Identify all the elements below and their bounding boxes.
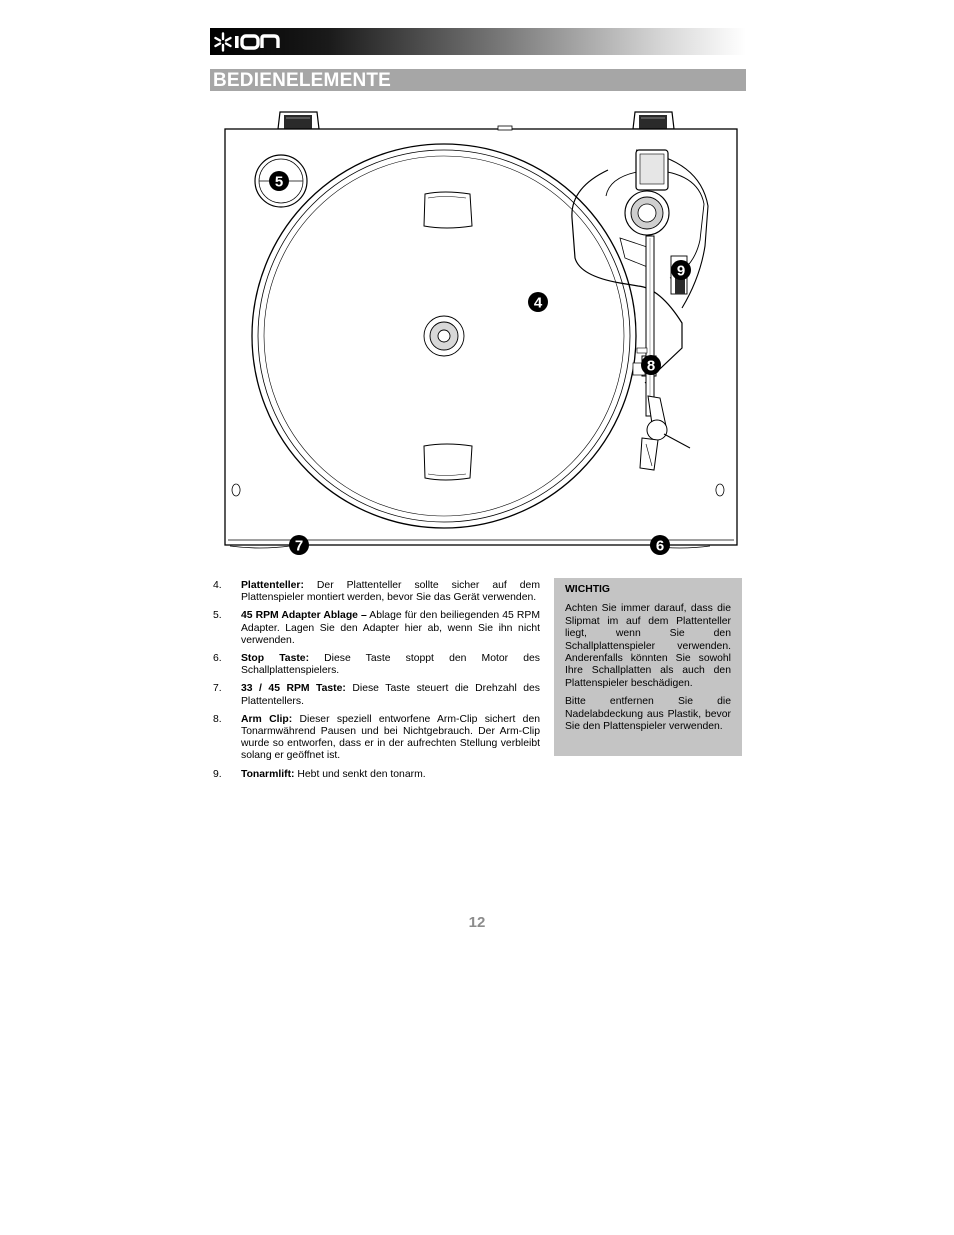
callout-7 [289,535,309,555]
list-item-6 [213,653,540,677]
platter [252,144,636,528]
list-item-5 [213,610,540,647]
callout-4 [528,292,548,312]
note-paragraph: Bitte entfernen Sie die Nadelabdeckung aus Plastik, bevor Sie den Plattenspieler verwenden. [565,696,731,733]
note-paragraph: Achten Sie immer darauf, dass die Slipmat im auf dem Plattenteller liegt, wenn Sie den Schallplattenspieler verwenden. Anderenfalls könnten Sie sowohl Ihre Schallplatten als auch den Plattenspieler beschädigen. [565,603,731,689]
callout-7-label: 7 [294,537,304,555]
item-text: Diese Taste steuert die Drehzahl des Plattentellers. [241,683,540,707]
item-text: Hebt und senkt den tonarm. [294,768,426,780]
item-label: Arm Clip: [241,713,293,725]
item-label: Stop Taste: [241,653,310,665]
ion-logo [214,30,284,53]
callout-6 [650,535,670,555]
list-item-9 [213,769,540,781]
callout-5-label: 5 [274,173,284,191]
callout-6-label: 6 [655,537,665,555]
item-label: Plattenteller: [241,580,304,591]
item-text: Diese Taste stoppt den Motor des Schallplattenspielers. [241,653,540,677]
list-item-7 [213,683,540,707]
section-title-bar [210,69,746,91]
item-number: 4. [213,580,222,591]
controls-list [213,580,540,787]
list-item-8 [213,714,540,763]
item-number: 5. [213,610,222,622]
page-number: 12 [468,914,486,931]
note-title: WICHTIG [565,584,611,595]
header-bar [210,28,746,55]
item-number: 6. [213,653,222,665]
section-title: BEDIENELEMENTE [213,70,392,91]
callout-5 [269,171,289,191]
callout-9-label: 9 [676,262,686,280]
item-label: 33 / 45 RPM Taste: [241,683,346,695]
item-label: Tonarmlift: [241,768,295,780]
callout-8-label: 8 [646,357,656,375]
item-text: Der Plattenteller sollte sicher auf dem Plattenspieler montiert werden, bevor Sie das Gerät verwenden. [241,580,540,604]
hinge-right [633,112,674,129]
item-text: Ablage für den beiliegenden 45 RPM Adapter. Lagen Sie den Adapter hier ab, wenn Sie ihn nicht verwenden. [241,610,540,646]
item-number: 9. [213,768,222,780]
item-label: 45 RPM Adapter Ablage – [241,610,367,622]
item-number: 7. [213,683,222,695]
callout-4-label: 4 [533,294,543,312]
callout-8 [641,355,661,375]
list-item-4 [213,580,540,604]
hinge-left [278,112,319,129]
turntable-diagram [220,108,742,558]
callout-9 [671,260,691,280]
item-text: Dieser speziell entworfene Arm-Clip sichert den Tonarmwährend Pausen und bei Nichtgebrauch. Der Arm-Clip wurde so entworfen, dass er in der aufrechten Stellung verbleibt solang er geöffnet ist. [241,713,540,762]
item-number: 8. [213,713,222,725]
important-note-box [554,578,742,756]
